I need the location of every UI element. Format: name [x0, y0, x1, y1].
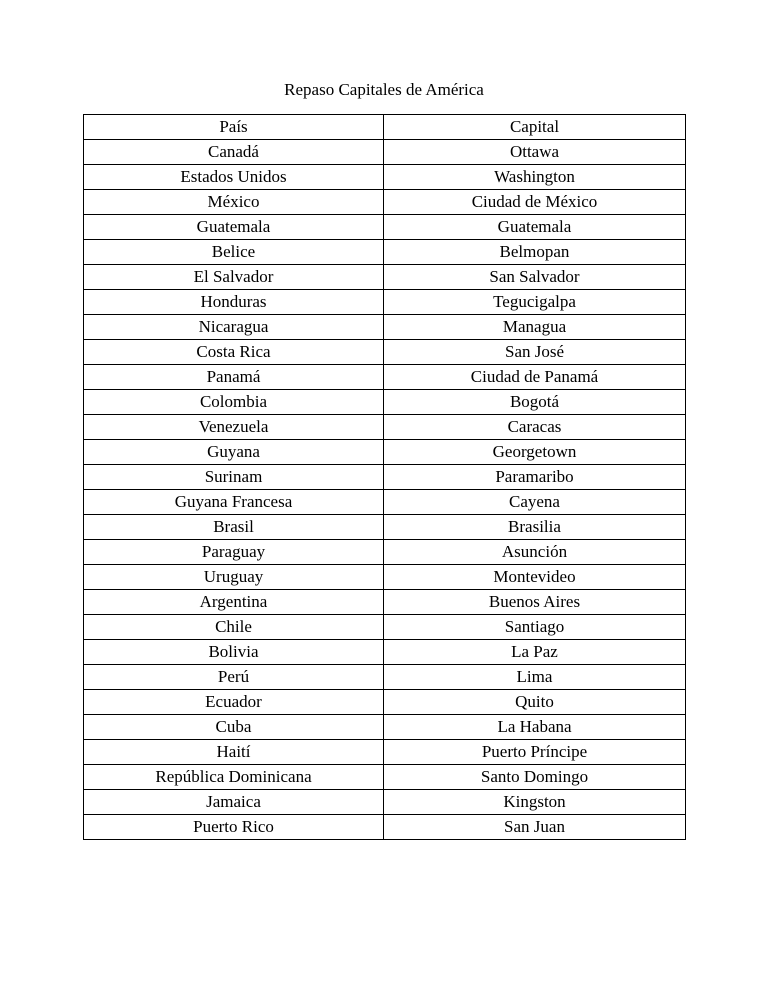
country-cell: Panamá [84, 365, 384, 390]
country-cell: República Dominicana [84, 765, 384, 790]
capital-cell: Washington [384, 165, 686, 190]
capital-cell: La Habana [384, 715, 686, 740]
country-cell: Ecuador [84, 690, 384, 715]
capital-cell: Asunción [384, 540, 686, 565]
column-header-capital: Capital [384, 115, 686, 140]
capital-cell: Kingston [384, 790, 686, 815]
table-row [84, 140, 686, 165]
capital-cell: Belmopan [384, 240, 686, 265]
table-row [84, 315, 686, 340]
table-body [84, 140, 686, 840]
table-row [84, 590, 686, 615]
capital-cell: Cayena [384, 490, 686, 515]
country-cell: Colombia [84, 390, 384, 415]
capital-cell: Puerto Príncipe [384, 740, 686, 765]
table-row [84, 515, 686, 540]
table-row [84, 765, 686, 790]
country-cell: Guyana Francesa [84, 490, 384, 515]
country-cell: Guatemala [84, 215, 384, 240]
column-header-country: País [84, 115, 384, 140]
country-cell: Surinam [84, 465, 384, 490]
capital-cell: Caracas [384, 415, 686, 440]
country-cell: El Salvador [84, 265, 384, 290]
capital-cell: Brasilia [384, 515, 686, 540]
capitals-table [83, 114, 686, 840]
table-row [84, 665, 686, 690]
table-row [84, 290, 686, 315]
capital-cell: Ciudad de México [384, 190, 686, 215]
table-row [84, 415, 686, 440]
capital-cell: Guatemala [384, 215, 686, 240]
country-cell: Argentina [84, 590, 384, 615]
country-cell: Estados Unidos [84, 165, 384, 190]
table-row [84, 365, 686, 390]
country-cell: Chile [84, 615, 384, 640]
capital-cell: Montevideo [384, 565, 686, 590]
table-row [84, 340, 686, 365]
country-cell: Haití [84, 740, 384, 765]
table-row [84, 165, 686, 190]
capital-cell: Tegucigalpa [384, 290, 686, 315]
country-cell: Brasil [84, 515, 384, 540]
country-cell: Cuba [84, 715, 384, 740]
country-cell: Bolivia [84, 640, 384, 665]
capital-cell: Santo Domingo [384, 765, 686, 790]
table-row [84, 465, 686, 490]
capital-cell: Ciudad de Panamá [384, 365, 686, 390]
table-row [84, 715, 686, 740]
table-row [84, 815, 686, 840]
country-cell: Nicaragua [84, 315, 384, 340]
country-cell: Paraguay [84, 540, 384, 565]
capital-cell: Santiago [384, 615, 686, 640]
capital-cell: San José [384, 340, 686, 365]
table-header-row [84, 115, 686, 140]
country-cell: México [84, 190, 384, 215]
table-row [84, 265, 686, 290]
table-row [84, 190, 686, 215]
table-row [84, 565, 686, 590]
table-row [84, 740, 686, 765]
page-title: Repaso Capitales de América [284, 80, 484, 99]
capital-cell: San Juan [384, 815, 686, 840]
capital-cell: Buenos Aires [384, 590, 686, 615]
country-cell: Jamaica [84, 790, 384, 815]
capital-cell: La Paz [384, 640, 686, 665]
country-cell: Uruguay [84, 565, 384, 590]
table-row [84, 615, 686, 640]
table-row [84, 215, 686, 240]
table-row [84, 640, 686, 665]
capital-cell: Paramaribo [384, 465, 686, 490]
country-cell: Puerto Rico [84, 815, 384, 840]
table-row [84, 440, 686, 465]
table-row [84, 390, 686, 415]
country-cell: Guyana [84, 440, 384, 465]
capital-cell: San Salvador [384, 265, 686, 290]
country-cell: Canadá [84, 140, 384, 165]
table-row [84, 690, 686, 715]
capital-cell: Managua [384, 315, 686, 340]
capital-cell: Lima [384, 665, 686, 690]
capital-cell: Ottawa [384, 140, 686, 165]
table-row [84, 540, 686, 565]
table-row [84, 790, 686, 815]
country-cell: Belice [84, 240, 384, 265]
country-cell: Venezuela [84, 415, 384, 440]
country-cell: Costa Rica [84, 340, 384, 365]
country-cell: Perú [84, 665, 384, 690]
country-cell: Honduras [84, 290, 384, 315]
table-row [84, 490, 686, 515]
capital-cell: Bogotá [384, 390, 686, 415]
capital-cell: Georgetown [384, 440, 686, 465]
table-row [84, 240, 686, 265]
capital-cell: Quito [384, 690, 686, 715]
